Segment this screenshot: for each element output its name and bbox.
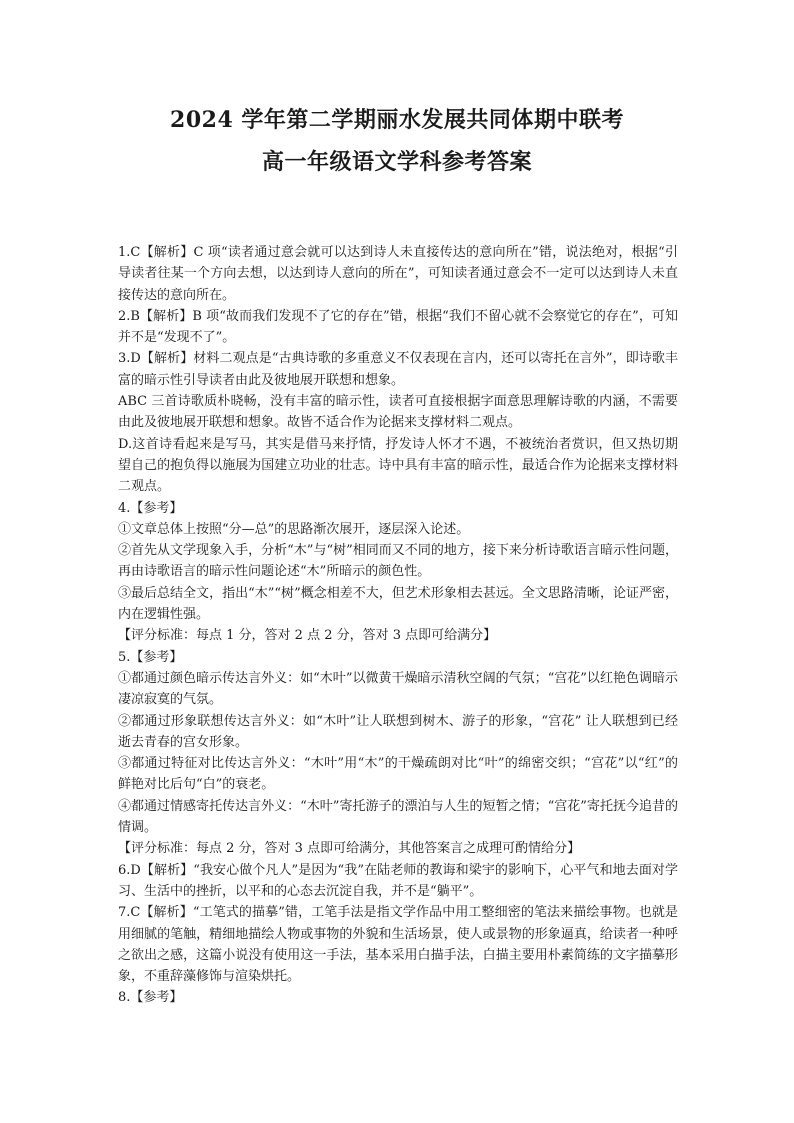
answer-paragraph: ①文章总体上按照“分—总”的思路渐次展开，逐层深入论述。 bbox=[118, 521, 470, 537]
scoring-criteria: 【评分标准：每点 1 分，答对 2 点 2 分，答对 3 点即可给满分】 bbox=[118, 628, 497, 644]
scoring-criteria: 【评分标准：每点 2 分，答对 3 点即可给满分，其他答案言之成理可酌情给分】 bbox=[118, 841, 581, 857]
answer-paragraph: ③都通过特征对比传达言外义：“木叶”用“木”的干燥疏朗对比“叶”的绵密交织；“宫花”以“红”的鲜艳对比后句“白”的衰老。 bbox=[118, 756, 678, 793]
page-title: 2024 学年第二学期丽水发展共同体期中联考 bbox=[170, 107, 624, 133]
answer-paragraph: 7.C【解析】“工笔式的描摹”错，工笔手法是指文学作品中用工整细密的笔法来描绘事物。也就是用细腻的笔触，精细地描绘人物或事物的外貌和生活场景，使人或景物的形象逼真，给读者一种呼之欲出之感，这篇小说没有使用这一手法，基本采用白描手法，白描主要用朴素简练的文字描摹形象，不重辞藻修饰与渲染烘托。 bbox=[118, 905, 678, 985]
answer-paragraph: ④都通过情感寄托传达言外义：“木叶”寄托游子的漂泊与人生的短暂之情；“宫花”寄托抚今追昔的情调。 bbox=[118, 798, 678, 836]
answer-paragraph: 4.【参考】 bbox=[118, 500, 183, 516]
answer-paragraph: ①都通过颜色暗示传达言外义：如“木叶”以微黄干燥暗示清秋空阔的气氛；“宫花”以红艳色调暗示凄凉寂寞的气氛。 bbox=[118, 670, 678, 708]
answer-paragraph: 6.D【解析】“我安心做个凡人”是因为“我”在陆老师的教诲和梁宇的影响下，心平气和地去面对学习、生活中的挫折，以平和的心态去沉淀自我，并不是“躺平”。 bbox=[118, 862, 678, 899]
answer-paragraph: 2.B【解析】B 项“故而我们发现不了它的存在”错，根据“我们不留心就不会察觉它的存在”，可知并不是“发现不了”。 bbox=[118, 308, 678, 346]
answer-paragraph: 3.D【解析】材料二观点是“古典诗歌的多重意义不仅表现在言内，还可以寄托在言外”，即诗歌丰富的暗示性引导读者由此及彼地展开联想和想象。 bbox=[118, 351, 678, 388]
answer-paragraph: ②首先从文学现象入手，分析“木”与“树”相同而又不同的地方，接下来分析诗歌语言暗示性问题，再由诗歌语言的暗示性问题论述“木”所暗示的颜色性。 bbox=[118, 543, 678, 580]
answer-paragraph: ③最后总结全文，指出“木”“树”概念相差不大，但艺术形象相去甚远。全文思路清晰，论证严密，内在逻辑性强。 bbox=[118, 585, 678, 623]
answer-paragraph: 5.【参考】 bbox=[118, 649, 183, 665]
answer-content bbox=[118, 242, 678, 1009]
answer-paragraph: 1.C【解析】C 项“读者通过意会就可以达到诗人未直接传达的意向所在”错，说法绝对，根据“引导读者往某一个方向去想，以达到诗人意向的所在”，可知读者通过意会不一定可以达到诗人未直接传达的意向所在。 bbox=[118, 245, 678, 303]
answer-paragraph: D.这首诗看起来是写马，其实是借马来抒情，抒发诗人怀才不遇，不被统治者赏识，但又热切期望自己的抱负得以施展为国建立功业的壮志。诗中具有丰富的暗示性，最适合作为论据来支撑材料二观点。 bbox=[118, 436, 678, 495]
answer-paragraph: ABC 三首诗歌质朴晓畅，没有丰富的暗示性，读者可直接根据字面意思理解诗歌的内涵，不需要由此及彼地展开联想和想象。故皆不适合作为论据来支撑材料二观点。 bbox=[118, 394, 678, 431]
answer-paragraph: ②都通过形象联想传达言外义：如“木叶”让人联想到树木、游子的形象，“宫花” 让人联想到已经逝去青春的宫女形象。 bbox=[118, 713, 678, 750]
page-subtitle: 高一年级语文学科参考答案 bbox=[261, 149, 532, 175]
answer-paragraph: 8.【参考】 bbox=[118, 990, 183, 1006]
